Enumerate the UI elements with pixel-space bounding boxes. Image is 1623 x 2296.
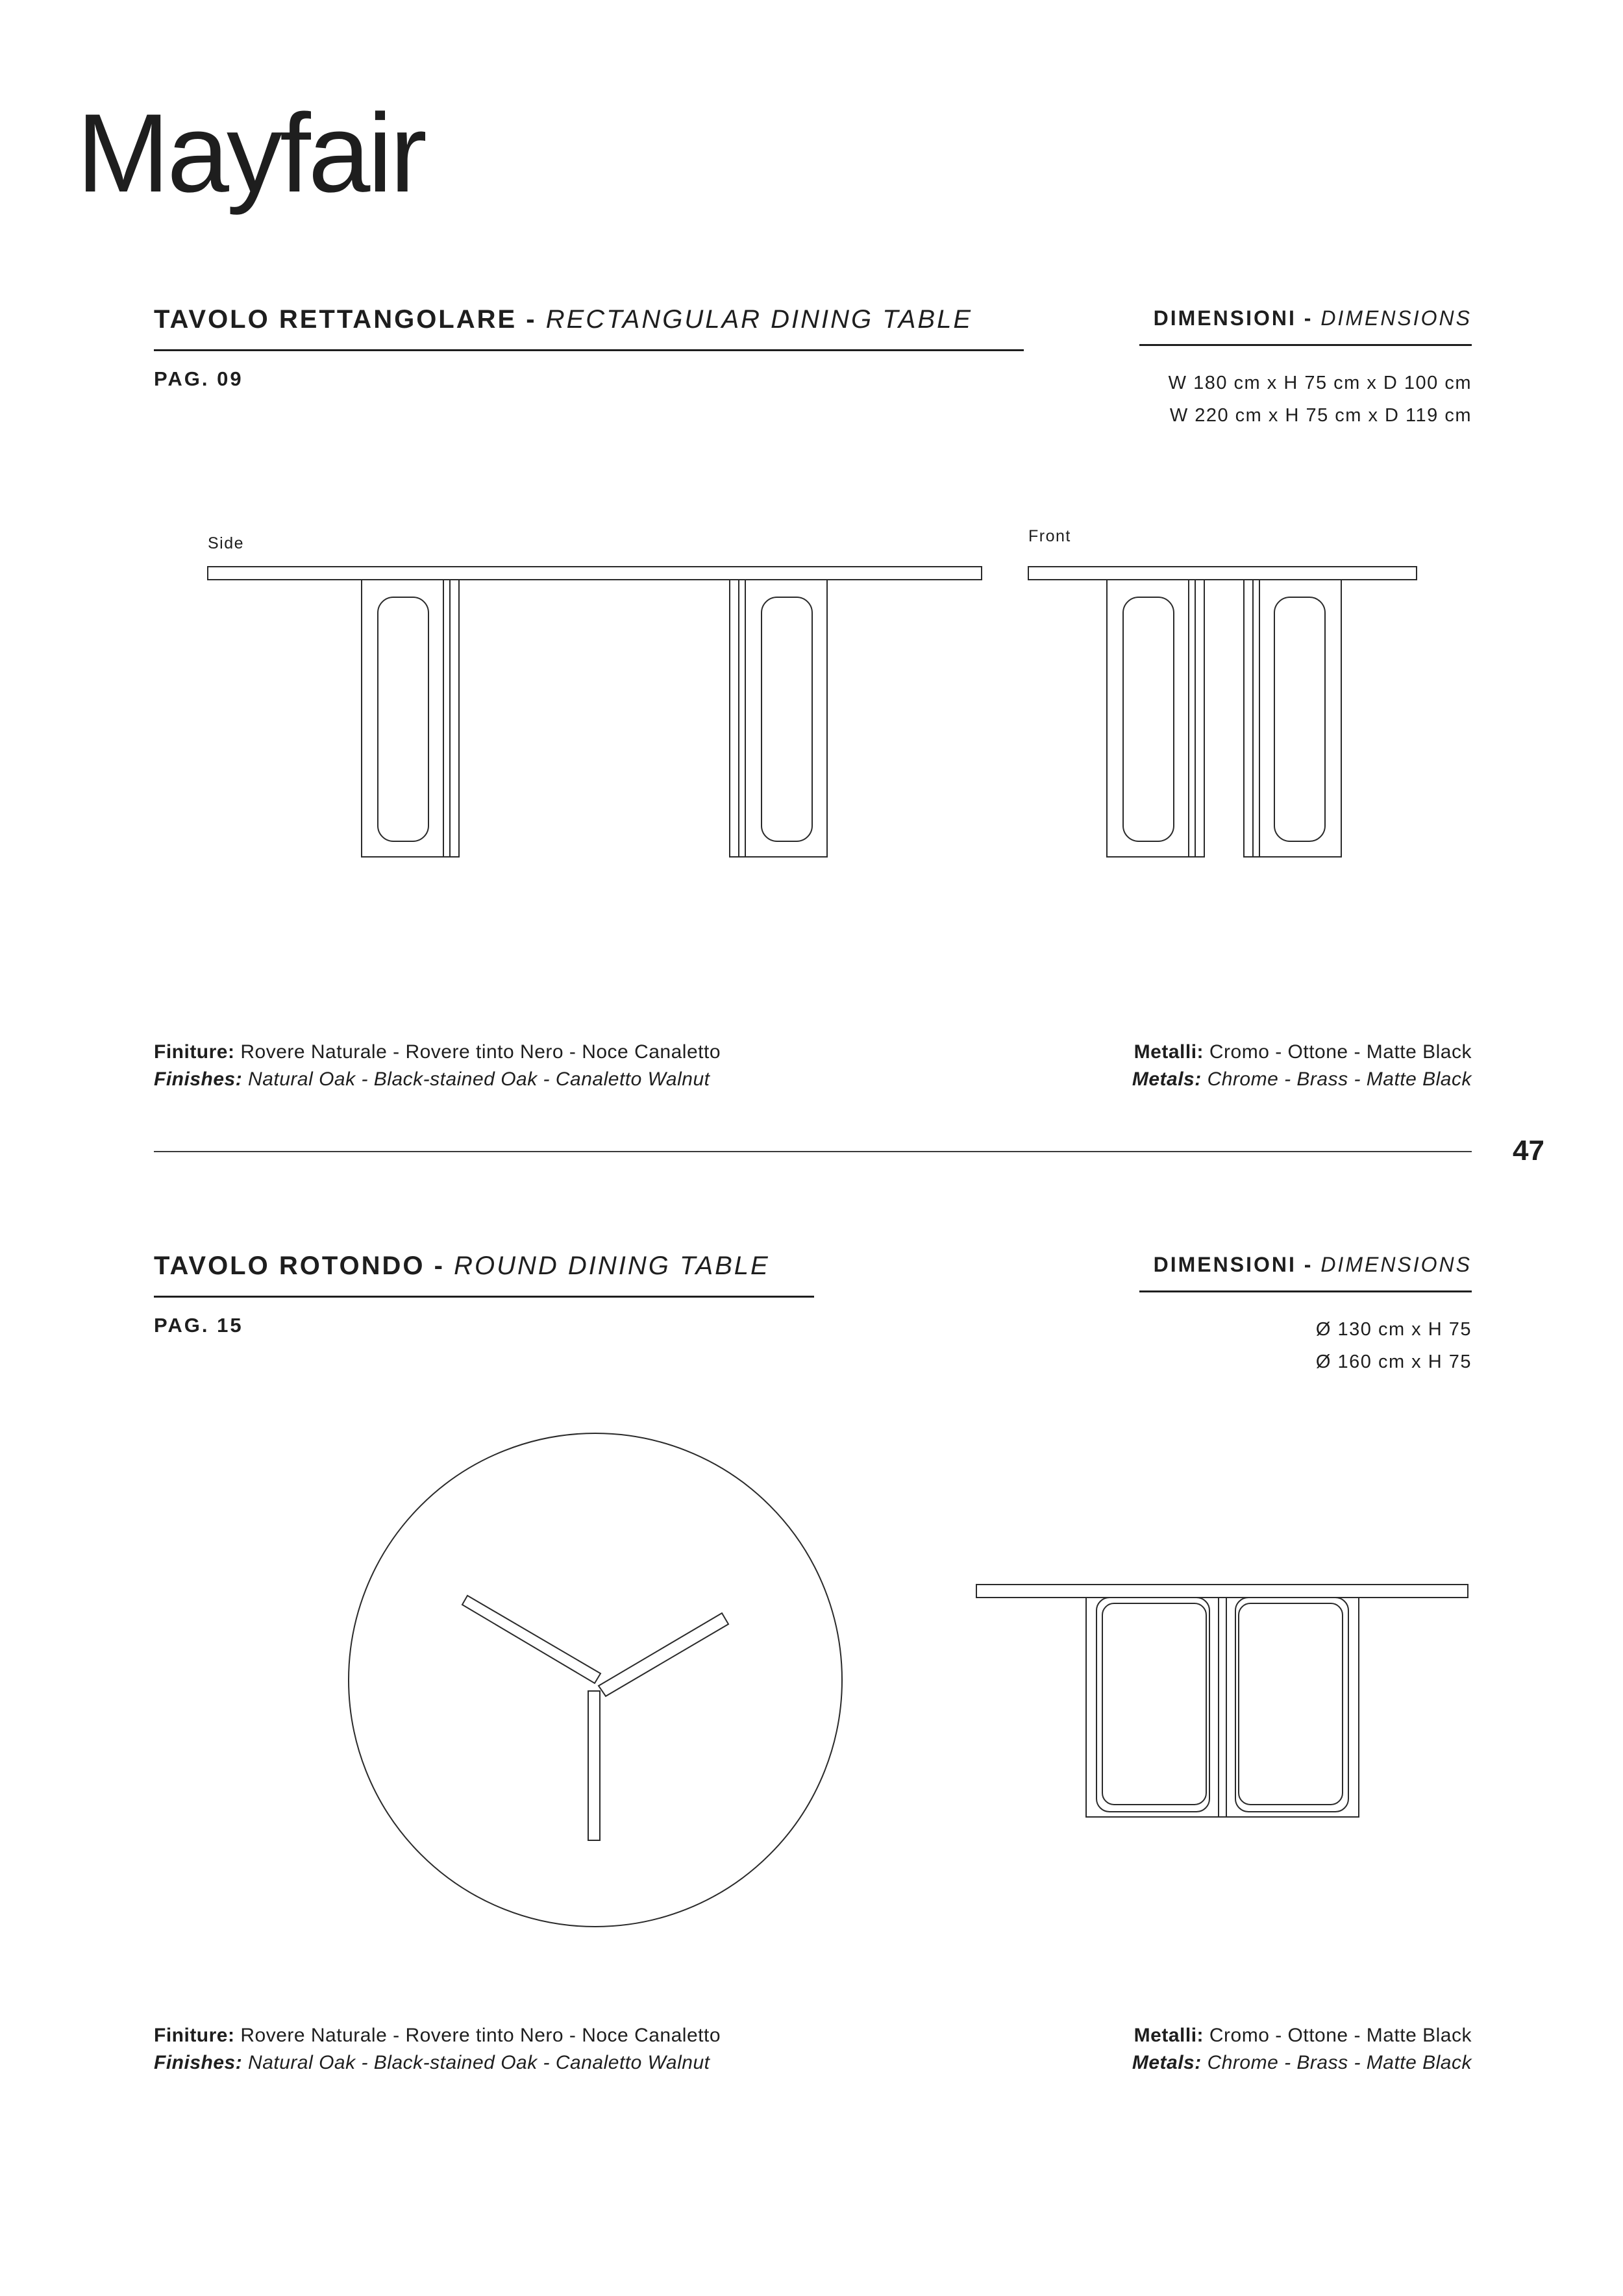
dimensions-title-sep: -	[1296, 1253, 1321, 1276]
view-label-side: Side	[208, 534, 245, 552]
section-title-sep: -	[425, 1252, 454, 1280]
section-title-en: RECTANGULAR DINING TABLE	[545, 305, 973, 334]
table-base	[1086, 1598, 1359, 1817]
finishes-label-en: Finishes:	[154, 2052, 243, 2073]
dimension-line: W 220 cm x H 75 cm x D 119 cm	[1169, 405, 1472, 426]
dimension-line: Ø 130 cm x H 75	[1315, 1319, 1472, 1340]
section-title-it: TAVOLO RETTANGOLARE	[154, 305, 517, 334]
dimensions-title-it: DIMENSIONI	[1153, 1253, 1296, 1276]
finishes-text-it: Rovere Naturale - Rovere tinto Nero - Noce Canaletto	[240, 1041, 721, 1063]
dimensions-title-sep: -	[1296, 306, 1321, 330]
section-title-sep: -	[517, 305, 546, 334]
dimension-line: Ø 160 cm x H 75	[1315, 1352, 1472, 1372]
finishes-label-it: Finiture:	[154, 1041, 235, 1063]
finishes-text-it: Rovere Naturale - Rovere tinto Nero - Noce Canaletto	[240, 2025, 721, 2046]
page-reference: PAG. 15	[154, 1314, 243, 1337]
dimension-line: W 180 cm x H 75 cm x D 100 cm	[1168, 373, 1472, 393]
finishes-text-en: Natural Oak - Black-stained Oak - Canaletto Walnut	[248, 1068, 710, 1090]
dimensions-title-en: DIMENSIONS	[1320, 1253, 1472, 1276]
metals-label-it: Metalli:	[1134, 2025, 1204, 2046]
finishes-label-en: Finishes:	[154, 1068, 243, 1090]
page-number: 47	[1513, 1135, 1544, 1167]
page-reference: PAG. 09	[154, 367, 243, 390]
metals-label-en: Metals:	[1132, 1068, 1202, 1090]
metals-label-en: Metals:	[1132, 2052, 1202, 2073]
brand-title: Mayfair	[77, 91, 425, 216]
metals-it	[887, 2025, 1472, 2047]
dimensions-title-it: DIMENSIONI	[1153, 306, 1296, 330]
metals-label-it: Metalli:	[1134, 1041, 1204, 1063]
metals-text-it: Cromo - Ottone - Matte Black	[1209, 1041, 1472, 1063]
metals-text-it: Cromo - Ottone - Matte Black	[1209, 2025, 1472, 2046]
finishes-label-it: Finiture:	[154, 2025, 235, 2046]
view-label-front: Front	[1028, 527, 1071, 545]
section-title-it: TAVOLO ROTONDO	[154, 1252, 425, 1280]
metals-text-en: Chrome - Brass - Matte Black	[1207, 1068, 1472, 1090]
metals-en	[887, 2052, 1472, 2074]
finishes-it	[154, 2025, 721, 2047]
dimensions-title-en: DIMENSIONS	[1320, 306, 1472, 330]
finishes-text-en: Natural Oak - Black-stained Oak - Canaletto Walnut	[248, 2052, 710, 2073]
section-title-en: ROUND DINING TABLE	[454, 1252, 770, 1280]
metals-text-en: Chrome - Brass - Matte Black	[1207, 2052, 1472, 2073]
tabletop	[976, 1585, 1468, 1598]
finishes-en	[154, 2052, 710, 2074]
